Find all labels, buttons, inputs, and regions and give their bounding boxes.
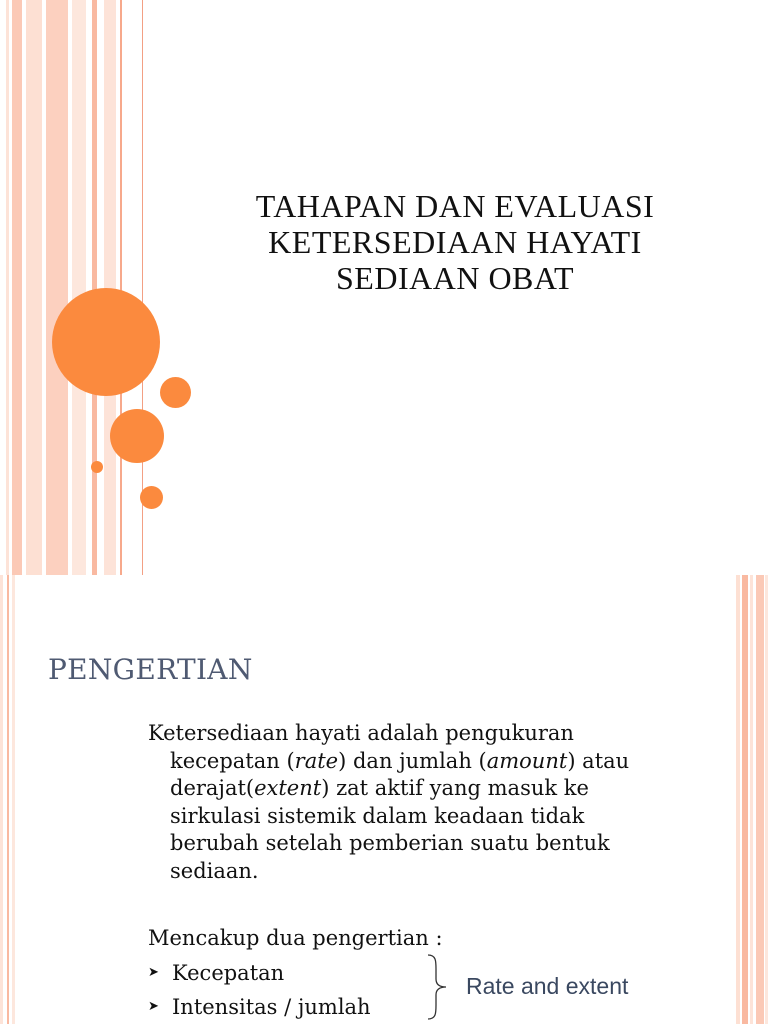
- slide-title-line: TAHAPAN DAN EVALUASI: [255, 188, 655, 224]
- paragraph-line: berubah setelah pemberian suatu bentuk: [170, 831, 610, 855]
- italic-term: extent: [254, 776, 322, 800]
- paragraph-line: sirkulasi sistemik dalam keadaan tidak: [170, 803, 585, 828]
- paragraph-line: sediaan.: [170, 858, 259, 883]
- paragraph-line: [148, 748, 708, 776]
- slide-title-line: SEDIAAN OBAT: [336, 260, 574, 296]
- decorative-stripe: [120, 0, 122, 575]
- curly-brace-icon: [426, 953, 450, 1021]
- decorative-stripe: [46, 0, 68, 575]
- decorative-circle-small: [160, 377, 191, 408]
- text-run: kecepatan (: [170, 748, 295, 773]
- list-item: [148, 960, 284, 988]
- decorative-stripe: [72, 0, 86, 575]
- text-run: ) zat aktif yang masuk ke: [321, 776, 589, 800]
- decorative-circle-small: [140, 486, 163, 509]
- decorative-stripe: [736, 575, 740, 1024]
- brace-note: Rate and extent: [466, 973, 629, 999]
- list-intro: Mencakup dua pengertian :: [148, 926, 443, 950]
- slide-title: [210, 188, 700, 296]
- definition-slide: [0, 575, 768, 1024]
- decorative-stripe: [12, 575, 15, 1024]
- list-item-text: Intensitas / jumlah: [172, 995, 371, 1019]
- text-run: derajat(: [170, 776, 255, 800]
- decorative-stripe: [26, 0, 42, 575]
- italic-term: rate: [294, 748, 339, 773]
- decorative-circle-large: [52, 288, 160, 396]
- decorative-stripe: [12, 0, 22, 575]
- text-run: ) dan jumlah (: [338, 748, 487, 773]
- definition-paragraph: [148, 720, 708, 885]
- arrowhead-bullet-icon: ➤: [148, 965, 159, 980]
- decorative-stripe: [6, 0, 9, 575]
- decorative-circle-medium: [110, 409, 164, 463]
- list-item-text: Kecepatan: [172, 961, 285, 985]
- decorative-stripe: [756, 575, 764, 1024]
- arrowhead-bullet-icon: ➤: [148, 999, 159, 1014]
- decorative-circle-tiny: [91, 461, 103, 473]
- decorative-stripe: [750, 575, 753, 1024]
- list-item: [148, 994, 371, 1022]
- decorative-stripe: [7, 575, 9, 1024]
- slide-title-line: KETERSEDIAAN HAYATI: [268, 224, 642, 260]
- paragraph-line: Ketersediaan hayati adalah pengukuran: [148, 721, 574, 745]
- section-heading: PENGERTIAN: [48, 653, 253, 686]
- decorative-stripe: [0, 575, 3, 1024]
- italic-term: amount: [486, 748, 568, 773]
- text-run: ) atau: [567, 748, 630, 773]
- decorative-stripe: [742, 575, 748, 1024]
- paragraph-line: [148, 775, 708, 803]
- decorative-stripe: [92, 0, 97, 575]
